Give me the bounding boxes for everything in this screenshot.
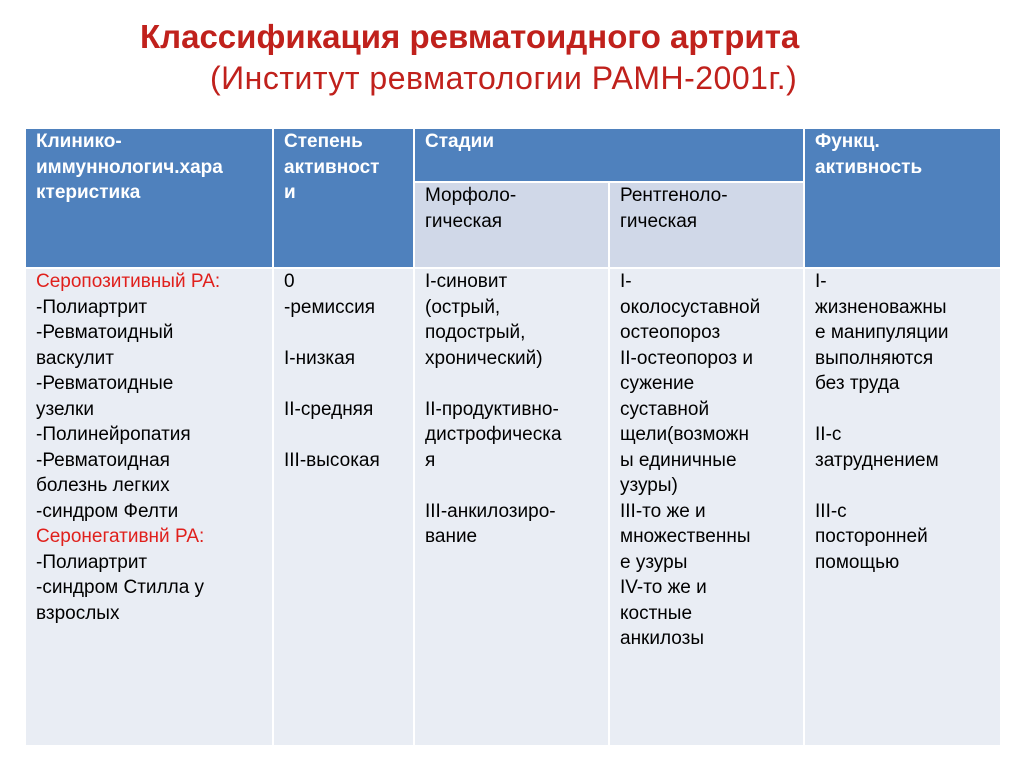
header-stages: Стадии (414, 128, 804, 182)
slide-subtitle: (Институт ревматологии РАМН-2001г.) (210, 60, 798, 96)
cell-morphological: I-синовит (острый, подострый, хронический) II-продуктивно- дистрофическа я III-анкилозиро- вание (414, 268, 609, 746)
cell-clinical: Серопозитивный РА: -Полиартрит -Ревматоидный васкулит -Ревматоидные узелки -Полинейропатия -Ревматоидная болезнь легких -синдром Фелти Серонегативнй РА: -Полиартрит -синдром Стилла у взрослых (25, 268, 273, 746)
subheader-morphological: Морфоло- гическая (414, 182, 609, 268)
subheader-radiological: Рентгеноло- гическая (609, 182, 804, 268)
cell-radiological: I- околосуставной остеопороз II-остеопороз и сужение суставной щели(возможн ы единичные узуры) III-то же и множественны е узуры IV-то же и костные анкилозы (609, 268, 804, 746)
header-row (25, 128, 1001, 182)
header-functional-activity: Функц. активность (804, 128, 1001, 268)
slide-title: Классификация ревматоидного артрита (140, 18, 800, 55)
seropositive-label: Серопозитивный РА: (36, 271, 221, 292)
classification-table (24, 127, 1002, 747)
header-activity-degree: Степень активност и (273, 128, 414, 268)
header-clinical: Клинико- иммуннологич.хара ктеристика (25, 128, 273, 268)
cell-functional-activity: I- жизненоважны е манипуляции выполняются без труда II-с затруднением III-с посторонней помощью (804, 268, 1001, 746)
cell-activity-degree: 0 -ремиссия I-низкая II-средняя III-высокая (273, 268, 414, 746)
body-row (25, 268, 1001, 746)
seronegative-label: Серонегативнй РА: (36, 526, 205, 547)
